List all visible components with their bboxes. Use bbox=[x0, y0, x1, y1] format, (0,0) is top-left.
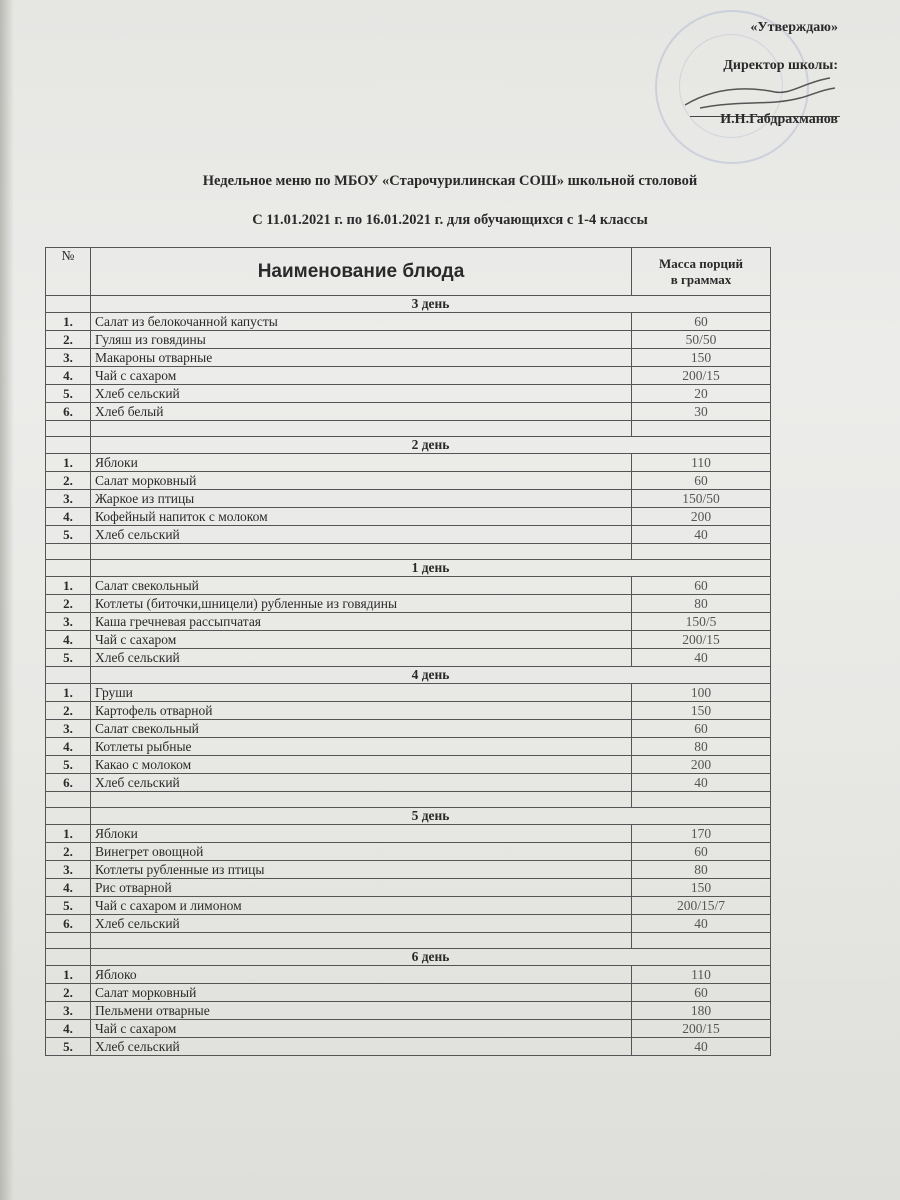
dish-name: Жаркое из птицы bbox=[91, 490, 632, 508]
item-number: 2. bbox=[46, 472, 91, 490]
day-title: 5 день bbox=[91, 808, 771, 825]
blank-cell bbox=[632, 544, 771, 560]
table-row bbox=[46, 349, 771, 367]
table-row bbox=[46, 472, 771, 490]
blank-cell bbox=[46, 792, 91, 808]
item-number: 3. bbox=[46, 613, 91, 631]
dish-name: Салат морковный bbox=[91, 984, 632, 1002]
dish-name: Салат свекольный bbox=[91, 720, 632, 738]
dish-name: Яблоки bbox=[91, 825, 632, 843]
portion-mass: 40 bbox=[632, 1038, 771, 1056]
day-section-row bbox=[46, 949, 771, 966]
table-row bbox=[46, 756, 771, 774]
table-row bbox=[46, 861, 771, 879]
table-row bbox=[46, 720, 771, 738]
day-title: 2 день bbox=[91, 437, 771, 454]
blank-row bbox=[46, 933, 771, 949]
item-number: 1. bbox=[46, 454, 91, 472]
table-row bbox=[46, 367, 771, 385]
dish-name: Котлеты рубленные из птицы bbox=[91, 861, 632, 879]
portion-mass: 80 bbox=[632, 738, 771, 756]
blank-cell bbox=[91, 933, 632, 949]
table-row bbox=[46, 526, 771, 544]
table-row bbox=[46, 631, 771, 649]
item-number: 6. bbox=[46, 774, 91, 792]
portion-mass: 60 bbox=[632, 313, 771, 331]
director-name: И.Н.Габдрахманов bbox=[720, 112, 838, 127]
item-number: 5. bbox=[46, 756, 91, 774]
day-section-spacer bbox=[46, 949, 91, 966]
portion-mass: 40 bbox=[632, 526, 771, 544]
dish-name: Пельмени отварные bbox=[91, 1002, 632, 1020]
dish-name: Салат морковный bbox=[91, 472, 632, 490]
dish-name: Чай с сахаром bbox=[91, 631, 632, 649]
dish-name: Груши bbox=[91, 684, 632, 702]
portion-mass: 200/15 bbox=[632, 631, 771, 649]
blank-cell bbox=[46, 933, 91, 949]
item-number: 4. bbox=[46, 631, 91, 649]
item-number: 3. bbox=[46, 861, 91, 879]
table-row bbox=[46, 843, 771, 861]
portion-mass: 150 bbox=[632, 349, 771, 367]
portion-mass: 110 bbox=[632, 966, 771, 984]
day-section-spacer bbox=[46, 808, 91, 825]
table-header-row bbox=[46, 248, 771, 296]
portion-mass: 60 bbox=[632, 984, 771, 1002]
portion-mass: 40 bbox=[632, 649, 771, 667]
blank-row bbox=[46, 421, 771, 437]
table-row bbox=[46, 1020, 771, 1038]
dish-name: Какао с молоком bbox=[91, 756, 632, 774]
column-header-number: № bbox=[46, 248, 91, 296]
portion-mass: 60 bbox=[632, 577, 771, 595]
portion-mass: 50/50 bbox=[632, 331, 771, 349]
column-header-portion-mass bbox=[632, 248, 771, 296]
portion-mass: 30 bbox=[632, 403, 771, 421]
table-row bbox=[46, 915, 771, 933]
item-number: 3. bbox=[46, 349, 91, 367]
item-number: 5. bbox=[46, 385, 91, 403]
blank-row bbox=[46, 792, 771, 808]
dish-name: Чай с сахаром bbox=[91, 367, 632, 385]
portion-mass: 150/5 bbox=[632, 613, 771, 631]
item-number: 5. bbox=[46, 1038, 91, 1056]
menu-table-body bbox=[46, 296, 771, 1056]
portion-mass: 150 bbox=[632, 702, 771, 720]
item-number: 3. bbox=[46, 1002, 91, 1020]
portion-mass: 200/15 bbox=[632, 1020, 771, 1038]
table-row bbox=[46, 1038, 771, 1056]
column-header-dish-name: Наименование блюда bbox=[91, 248, 632, 296]
blank-cell bbox=[46, 421, 91, 437]
table-row bbox=[46, 738, 771, 756]
portion-mass: 60 bbox=[632, 472, 771, 490]
dish-name: Хлеб сельский bbox=[91, 526, 632, 544]
item-number: 2. bbox=[46, 984, 91, 1002]
blank-cell bbox=[91, 421, 632, 437]
item-number: 4. bbox=[46, 367, 91, 385]
portion-mass: 100 bbox=[632, 684, 771, 702]
portion-mass: 110 bbox=[632, 454, 771, 472]
menu-date-range: С 11.01.2021 г. по 16.01.2021 г. для обучающихся с 1-4 классы bbox=[252, 212, 648, 228]
dish-name: Чай с сахаром и лимоном bbox=[91, 897, 632, 915]
table-row bbox=[46, 774, 771, 792]
portion-mass: 200 bbox=[632, 756, 771, 774]
table-row bbox=[46, 508, 771, 526]
day-section-spacer bbox=[46, 560, 91, 577]
portion-mass: 150 bbox=[632, 879, 771, 897]
blank-cell bbox=[91, 792, 632, 808]
approval-block bbox=[608, 20, 838, 150]
item-number: 2. bbox=[46, 702, 91, 720]
day-section-spacer bbox=[46, 667, 91, 684]
item-number: 2. bbox=[46, 843, 91, 861]
dish-name: Винегрет овощной bbox=[91, 843, 632, 861]
item-number: 4. bbox=[46, 1020, 91, 1038]
day-title: 3 день bbox=[91, 296, 771, 313]
table-row bbox=[46, 649, 771, 667]
dish-name: Хлеб сельский bbox=[91, 915, 632, 933]
menu-table bbox=[45, 247, 771, 1056]
dish-name: Рис отварной bbox=[91, 879, 632, 897]
blank-cell bbox=[632, 792, 771, 808]
portion-mass: 40 bbox=[632, 774, 771, 792]
table-row bbox=[46, 702, 771, 720]
day-section-row bbox=[46, 667, 771, 684]
dish-name: Яблоки bbox=[91, 454, 632, 472]
dish-name: Салат свекольный bbox=[91, 577, 632, 595]
table-row bbox=[46, 879, 771, 897]
table-row bbox=[46, 897, 771, 915]
table-row bbox=[46, 1002, 771, 1020]
dish-name: Гуляш из говядины bbox=[91, 331, 632, 349]
blank-cell bbox=[632, 421, 771, 437]
dish-name: Яблоко bbox=[91, 966, 632, 984]
portion-mass: 200 bbox=[632, 508, 771, 526]
item-number: 2. bbox=[46, 595, 91, 613]
portion-mass: 200/15 bbox=[632, 367, 771, 385]
day-section-spacer bbox=[46, 296, 91, 313]
item-number: 6. bbox=[46, 915, 91, 933]
table-row bbox=[46, 403, 771, 421]
director-position: Директор школы: bbox=[723, 58, 838, 73]
blank-cell bbox=[632, 933, 771, 949]
dish-name: Хлеб сельский bbox=[91, 649, 632, 667]
portion-mass: 80 bbox=[632, 861, 771, 879]
portion-mass: 150/50 bbox=[632, 490, 771, 508]
day-section-row bbox=[46, 808, 771, 825]
dish-name: Картофель отварной bbox=[91, 702, 632, 720]
dish-name: Кофейный напиток с молоком bbox=[91, 508, 632, 526]
day-section-row bbox=[46, 296, 771, 313]
item-number: 3. bbox=[46, 720, 91, 738]
dish-name: Хлеб сельский bbox=[91, 774, 632, 792]
table-row bbox=[46, 595, 771, 613]
day-title: 4 день bbox=[91, 667, 771, 684]
dish-name: Хлеб сельский bbox=[91, 1038, 632, 1056]
column-header-mass-line1: Масса порций bbox=[659, 255, 743, 271]
item-number: 1. bbox=[46, 313, 91, 331]
table-row bbox=[46, 313, 771, 331]
dish-name: Котлеты (биточки,шницели) рубленные из говядины bbox=[91, 595, 632, 613]
item-number: 4. bbox=[46, 879, 91, 897]
blank-row bbox=[46, 544, 771, 560]
item-number: 4. bbox=[46, 508, 91, 526]
portion-mass: 180 bbox=[632, 1002, 771, 1020]
portion-mass: 20 bbox=[632, 385, 771, 403]
item-number: 1. bbox=[46, 966, 91, 984]
table-row bbox=[46, 613, 771, 631]
item-number: 1. bbox=[46, 825, 91, 843]
table-row bbox=[46, 984, 771, 1002]
day-title: 6 день bbox=[91, 949, 771, 966]
portion-mass: 200/15/7 bbox=[632, 897, 771, 915]
column-header-mass-line2: в граммах bbox=[670, 271, 732, 287]
dish-name: Котлеты рыбные bbox=[91, 738, 632, 756]
blank-cell bbox=[91, 544, 632, 560]
portion-mass: 60 bbox=[632, 720, 771, 738]
blank-cell bbox=[46, 544, 91, 560]
item-number: 5. bbox=[46, 649, 91, 667]
portion-mass: 170 bbox=[632, 825, 771, 843]
item-number: 2. bbox=[46, 331, 91, 349]
dish-name: Каша гречневая рассыпчатая bbox=[91, 613, 632, 631]
dish-name: Макароны отварные bbox=[91, 349, 632, 367]
menu-title: Недельное меню по МБОУ «Старочурилинская СОШ» школьной столовой bbox=[202, 173, 698, 189]
table-row bbox=[46, 825, 771, 843]
portion-mass: 60 bbox=[632, 843, 771, 861]
day-section-row bbox=[46, 560, 771, 577]
day-title: 1 день bbox=[91, 560, 771, 577]
dish-name: Салат из белокочанной капусты bbox=[91, 313, 632, 331]
item-number: 3. bbox=[46, 490, 91, 508]
day-section-spacer bbox=[46, 437, 91, 454]
item-number: 6. bbox=[46, 403, 91, 421]
item-number: 1. bbox=[46, 684, 91, 702]
portion-mass: 40 bbox=[632, 915, 771, 933]
table-row bbox=[46, 454, 771, 472]
table-row bbox=[46, 490, 771, 508]
dish-name: Хлеб сельский bbox=[91, 385, 632, 403]
item-number: 4. bbox=[46, 738, 91, 756]
table-row bbox=[46, 331, 771, 349]
item-number: 5. bbox=[46, 526, 91, 544]
day-section-row bbox=[46, 437, 771, 454]
table-row bbox=[46, 966, 771, 984]
table-row bbox=[46, 577, 771, 595]
table-row bbox=[46, 385, 771, 403]
dish-name: Хлеб белый bbox=[91, 403, 632, 421]
item-number: 1. bbox=[46, 577, 91, 595]
item-number: 5. bbox=[46, 897, 91, 915]
approval-label: «Утверждаю» bbox=[750, 20, 838, 35]
dish-name: Чай с сахаром bbox=[91, 1020, 632, 1038]
table-row bbox=[46, 684, 771, 702]
portion-mass: 80 bbox=[632, 595, 771, 613]
